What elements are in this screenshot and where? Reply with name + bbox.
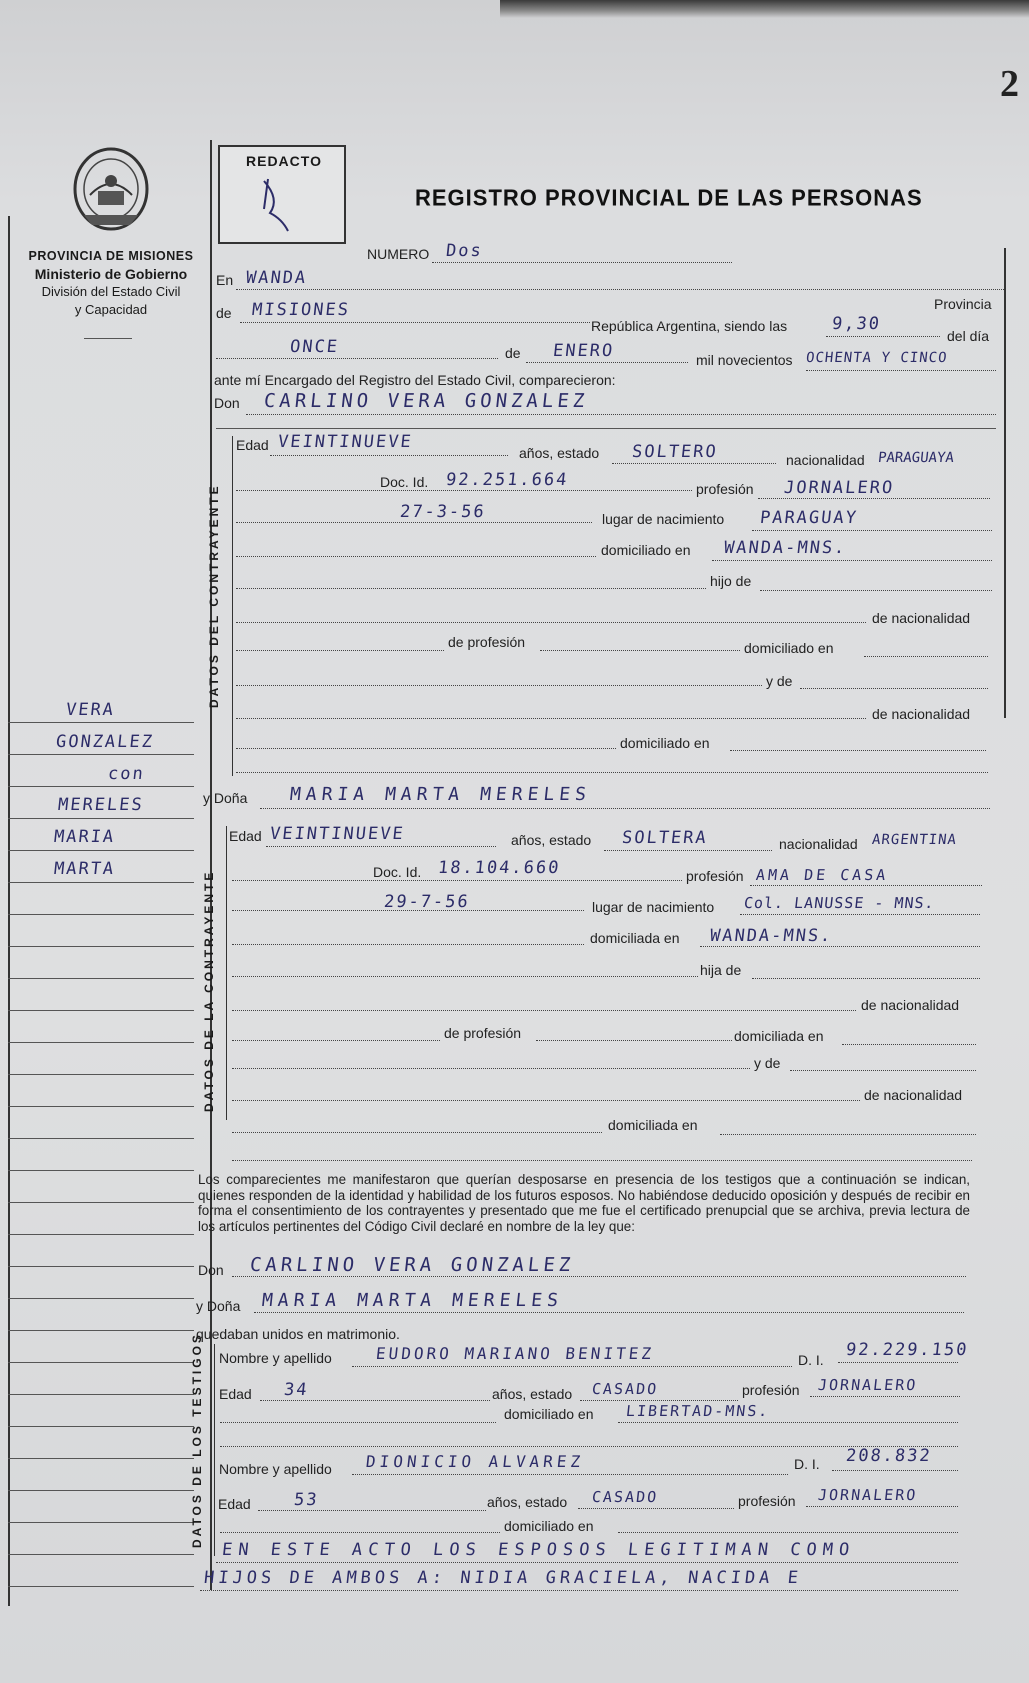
de2-label: de (505, 345, 521, 361)
issuer-line-2: Ministerio de Gobierno (34, 266, 188, 282)
f-nac2-line (232, 1100, 860, 1101)
c-anos-estado-label: años, estado (519, 445, 600, 461)
f-estado-line (604, 850, 772, 851)
c-doc-value: 92.251.664 (444, 470, 570, 490)
f-estado-value: SOLTERA (620, 828, 709, 848)
f-profesion-line (750, 885, 982, 886)
margin-line-25 (8, 1490, 194, 1491)
f-dom-en-label: domiciliada en (734, 1028, 824, 1044)
mes-line (526, 362, 688, 363)
c-de-prof-label: de profesión (448, 634, 526, 650)
issuer-line-4: y Capacidad (74, 302, 148, 317)
f-doc-label: Doc. Id. (373, 864, 422, 880)
c-hijo-line-b (760, 590, 992, 591)
c-domicilio-value: WANDA-MNS. (722, 538, 848, 558)
c-edad-label: Edad (236, 437, 269, 453)
margin-line-13 (8, 1106, 194, 1107)
left-frame-line (8, 216, 10, 1606)
c-dom-en-label: domiciliado en (744, 640, 834, 656)
c-dom2-line-a (236, 748, 616, 749)
decl-dona-label: y Doña (196, 1298, 241, 1314)
margin-line-5 (8, 850, 194, 851)
provincial-seal-icon (70, 145, 152, 233)
margin-line-1 (8, 722, 194, 723)
republica-text: República Argentina, siendo las (591, 318, 788, 334)
f-nac-line (232, 1010, 856, 1011)
t2-estado-line (578, 1508, 734, 1509)
f-hija-line-a (232, 976, 698, 977)
t1-domiciliado-label: domiciliado en (504, 1406, 594, 1422)
t1-dom-line-b (618, 1422, 958, 1423)
footer-line-2-rule (200, 1590, 958, 1591)
margin-name-5: MARIA (52, 827, 117, 847)
don-label: Don (214, 395, 240, 411)
f-fecha-value: 29-7-56 (382, 892, 471, 912)
decl-dona-value: MARIA MARTA MERELES (260, 1290, 565, 1311)
t2-edad-value: 53 (292, 1490, 320, 1510)
t1-profesion-label: profesión (742, 1382, 800, 1398)
margin-line-21 (8, 1362, 194, 1363)
t2-domiciliado-label: domiciliado en (504, 1518, 594, 1534)
f-dom-line-b (700, 946, 980, 947)
dia-line (216, 358, 498, 359)
t2-anos-estado-label: años, estado (487, 1494, 568, 1510)
margin-line-9 (8, 978, 194, 979)
margin-line-14 (8, 1138, 194, 1139)
t1-anos-estado-label: años, estado (492, 1386, 573, 1402)
margin-line-7 (8, 914, 194, 915)
margin-line-15 (8, 1170, 194, 1171)
declaration-paragraph: Los comparecientes me manifestaron que querían desposarse en presencia de los testigos que a continuación se indican, quienes responden de la identidad y habilidad de los futuros esposos. No habiéndose deducido oposición y después de recibir en forma el consentimiento de los contrayentes y presentado que me fue el certificado prenupcial que se archiva, previa lectura de los artículos pertinentes del Código Civil declaré en nombre de la ley que: (198, 1172, 970, 1234)
footer-line-1-rule (216, 1562, 958, 1563)
f-dona-value: MARIA MARTA MERELES (288, 784, 593, 805)
de-label: de (216, 305, 232, 321)
f-domicilio-value: WANDA-MNS. (708, 926, 834, 946)
c-fecha-value: 27-3-56 (398, 502, 487, 522)
redacto-stamp-box (218, 145, 346, 244)
footer-line-2: HIJOS DE AMBOS A: NIDIA GRACIELA, NACIDA E (202, 1568, 803, 1588)
c-de-nac-label: de nacionalidad (872, 610, 971, 626)
c-hijo-line-a (236, 588, 706, 589)
document-title: REGISTRO PROVINCIAL DE LAS PERSONAS (415, 184, 923, 211)
c-hijo-label: hijo de (710, 573, 752, 589)
margin-line-8 (8, 946, 194, 947)
signature-icon (250, 169, 300, 233)
c-y-de-label: y de (766, 673, 793, 689)
anio-value: OCHENTA Y CINCO (805, 350, 949, 366)
c-edad-line (270, 455, 508, 456)
en-value: WANDA (244, 268, 309, 288)
c-doc-label: Doc. Id. (380, 474, 429, 490)
c-lugar-label: lugar de nacimiento (602, 511, 725, 527)
margin-line-26 (8, 1522, 194, 1523)
t2-dom-line-a (220, 1532, 500, 1533)
t1-edad-label: Edad (219, 1386, 252, 1402)
f-domiciliada-label: domiciliada en (590, 930, 680, 946)
margin-name-4: MERELES (56, 795, 145, 815)
margin-name-6: MARTA (52, 859, 117, 879)
f-dom-line-a (232, 944, 584, 945)
redacto-label: REDACTO (246, 153, 322, 169)
f-y-de-line-b (790, 1070, 976, 1071)
contrayente-f-bracket (226, 826, 227, 1120)
margin-name-1: VERA (64, 700, 117, 720)
f-y-de-line-a (232, 1068, 750, 1069)
f-dom-en-line (842, 1044, 976, 1045)
f-profesion-label: profesión (686, 868, 744, 884)
del-dia-label: del día (947, 328, 990, 344)
f-de-prof-label: de profesión (444, 1025, 522, 1041)
issuer-line-3: División del Estado Civil (41, 284, 181, 299)
en-label: En (216, 272, 234, 288)
decl-don-value: CARLINO VERA GONZALEZ (248, 1254, 576, 1276)
numero-line (432, 262, 732, 263)
t2-nombre-line (352, 1474, 788, 1475)
f-doc-line (232, 880, 682, 881)
t1-di-line (838, 1362, 958, 1363)
f-edad-value: VEINTINUEVE (268, 824, 406, 844)
ante-text: ante mí Encargado del Registro del Estado Civil, comparecieron: (214, 372, 616, 388)
f-prof-line-b (536, 1040, 732, 1041)
margin-line-2 (8, 754, 194, 755)
margin-line-24 (8, 1458, 194, 1459)
margin-line-4 (8, 818, 194, 819)
de-line (240, 322, 590, 323)
margin-line-23 (8, 1426, 194, 1427)
c-lugar-line (752, 530, 992, 531)
testigos-bracket (214, 1344, 215, 1556)
c-nac-line (236, 622, 866, 623)
t1-dom-line-a (220, 1422, 496, 1423)
don-value: CARLINO VERA GONZALEZ (262, 390, 590, 412)
c-estado-value: SOLTERO (630, 442, 719, 462)
c-profesion-value: JORNALERO (782, 478, 896, 498)
c-end-line (236, 772, 988, 773)
t2-di-value: 208.832 (844, 1446, 933, 1466)
c-prof-line-b (540, 650, 740, 651)
t2-di-label: D. I. (794, 1456, 820, 1472)
margin-line-19 (8, 1298, 194, 1299)
f-dom2-line-b (720, 1134, 976, 1135)
mid-frame-line (210, 140, 212, 1590)
c-dom-line-b (712, 560, 992, 561)
margin-line-10 (8, 1010, 194, 1011)
numero-value: Dos (444, 241, 484, 261)
t1-profesion-value: JORNALERO (817, 1376, 919, 1394)
f-lugar-line (740, 914, 980, 915)
decl-don-label: Don (198, 1262, 224, 1278)
hora-line (826, 336, 940, 337)
c-dom-en-line (864, 656, 988, 657)
contrayente-section-label: DATOS DEL CONTRAYENTE (207, 483, 221, 708)
t2-di-line (832, 1470, 958, 1471)
c-fecha-line (236, 522, 592, 523)
c-profesion-line (758, 498, 990, 499)
issuer-line-1: PROVINCIA DE MISIONES (28, 249, 194, 263)
f-edad-line (266, 846, 496, 847)
decl-don-line (232, 1276, 966, 1277)
margin-name-2: GONZALEZ (54, 732, 155, 752)
c-edad-value: VEINTINUEVE (276, 432, 414, 452)
margin-line-16 (8, 1202, 194, 1203)
anio-line (806, 370, 996, 371)
f-hija-line-b (752, 978, 980, 979)
t1-edad-value: 34 (282, 1380, 310, 1400)
t1-di-value: 92.229.150 (844, 1340, 970, 1360)
f-anos-estado-label: años, estado (511, 832, 592, 848)
testigos-section-label: DATOS DE LOS TESTIGOS (190, 1332, 204, 1548)
f-hija-label: hija de (700, 962, 742, 978)
f-dom-en2-label: domiciliada en (608, 1117, 698, 1133)
c-y-de-line-a (236, 685, 762, 686)
t2-profesion-value: JORNALERO (817, 1486, 919, 1504)
f-lugar-label: lugar de nacimiento (592, 899, 715, 915)
c-lugar-value: PARAGUAY (758, 508, 859, 528)
quedaban-text: quedaban unidos en matrimonio. (196, 1326, 400, 1342)
c-nacionalidad-label: nacionalidad (786, 452, 865, 468)
margin-line-27 (8, 1554, 194, 1555)
t1-estado-value: CASADO (591, 1380, 660, 1398)
en-line (236, 289, 1004, 290)
f-doc-value: 18.104.660 (436, 858, 562, 878)
mil-label: mil novecientos (696, 352, 793, 368)
t1-estado-line (580, 1400, 738, 1401)
de-value: MISIONES (250, 300, 351, 320)
margin-line-17 (8, 1234, 194, 1235)
provincia-label: Provincia (934, 296, 992, 312)
t2-edad-label: Edad (218, 1496, 251, 1512)
t1-edad-line (260, 1400, 490, 1401)
f-de-nac-label: de nacionalidad (861, 997, 960, 1013)
margin-line-11 (8, 1042, 194, 1043)
margin-line-22 (8, 1394, 194, 1395)
f-dona-line (260, 808, 990, 809)
hora-value: 9,30 (830, 314, 883, 334)
margin-line-12 (8, 1074, 194, 1075)
f-end-line (232, 1160, 972, 1161)
t1-nombre-value: EUDORO MARIANO BENITEZ (375, 1344, 655, 1363)
t1-profesion-line (810, 1396, 960, 1397)
c-prof-line-a (236, 650, 444, 651)
contrayente-bracket (232, 436, 233, 776)
top-binding-band (500, 0, 1029, 18)
f-nacionalidad-value: ARGENTINA (871, 832, 958, 848)
f-de-nac2-label: de nacionalidad (864, 1087, 963, 1103)
margin-line-6 (8, 882, 194, 883)
c-de-nac2-label: de nacionalidad (872, 706, 971, 722)
right-frame-line (1004, 248, 1006, 718)
margin-line-28 (8, 1586, 194, 1587)
t1-di-label: D. I. (798, 1352, 824, 1368)
f-dom2-line-a (232, 1132, 602, 1133)
t1-nombre-line (352, 1366, 792, 1367)
t2-dom-line-b (618, 1532, 958, 1533)
margin-line-18 (8, 1266, 194, 1267)
contrayente-f-section-label: DATOS DE LA CONTRAYENTE (202, 869, 216, 1112)
f-y-de-label: y de (754, 1055, 781, 1071)
f-prof-line-a (232, 1040, 440, 1041)
c-profesion-label: profesión (696, 481, 754, 497)
dia-value: ONCE (288, 337, 341, 357)
divider (84, 338, 132, 339)
don-line (246, 414, 996, 415)
c-y-de-line-b (800, 688, 988, 689)
page-number: 2 (1000, 63, 1019, 105)
f-profesion-value: AMA DE CASA (755, 866, 890, 884)
f-lugar-value: Col. LANUSSE - MNS. (743, 894, 936, 912)
c-dom-en2-label: domiciliado en (620, 735, 710, 751)
f-fecha-line (232, 910, 584, 911)
t2-profesion-line (806, 1506, 958, 1507)
margin-line-20 (8, 1330, 194, 1331)
issuer-block (18, 247, 204, 319)
f-nacionalidad-label: nacionalidad (779, 836, 858, 852)
margin-line-3 (8, 786, 194, 787)
f-edad-label: Edad (229, 828, 262, 844)
f-dona-label: y Doña (203, 790, 248, 806)
decl-dona-line (254, 1312, 964, 1313)
mes-value: ENERO (551, 341, 616, 361)
t2-edad-line (258, 1510, 486, 1511)
c-nacionalidad-value: PARAGUAYA (877, 450, 955, 466)
numero-label: NUMERO (367, 246, 430, 262)
t1-domicilio-value: LIBERTAD-MNS. (625, 1402, 771, 1420)
c-nac2-line (236, 718, 866, 719)
t2-nombre-label: Nombre y apellido (219, 1461, 332, 1477)
c-estado-line (612, 463, 776, 464)
c-doc-line (236, 490, 692, 491)
c-domiciliado-label: domiciliado en (601, 542, 691, 558)
t1-nombre-label: Nombre y apellido (219, 1350, 332, 1366)
c-dom-line-a (236, 556, 596, 557)
t2-nombre-value: DIONICIO ALVAREZ (365, 1452, 586, 1471)
margin-name-3: con (106, 764, 146, 784)
don-underline (216, 428, 996, 429)
t2-profesion-label: profesión (738, 1493, 796, 1509)
t2-estado-value: CASADO (591, 1488, 660, 1506)
footer-line-1: EN ESTE ACTO LOS ESPOSOS LEGITIMAN COMO (220, 1540, 857, 1560)
c-dom2-line-b (730, 750, 986, 751)
